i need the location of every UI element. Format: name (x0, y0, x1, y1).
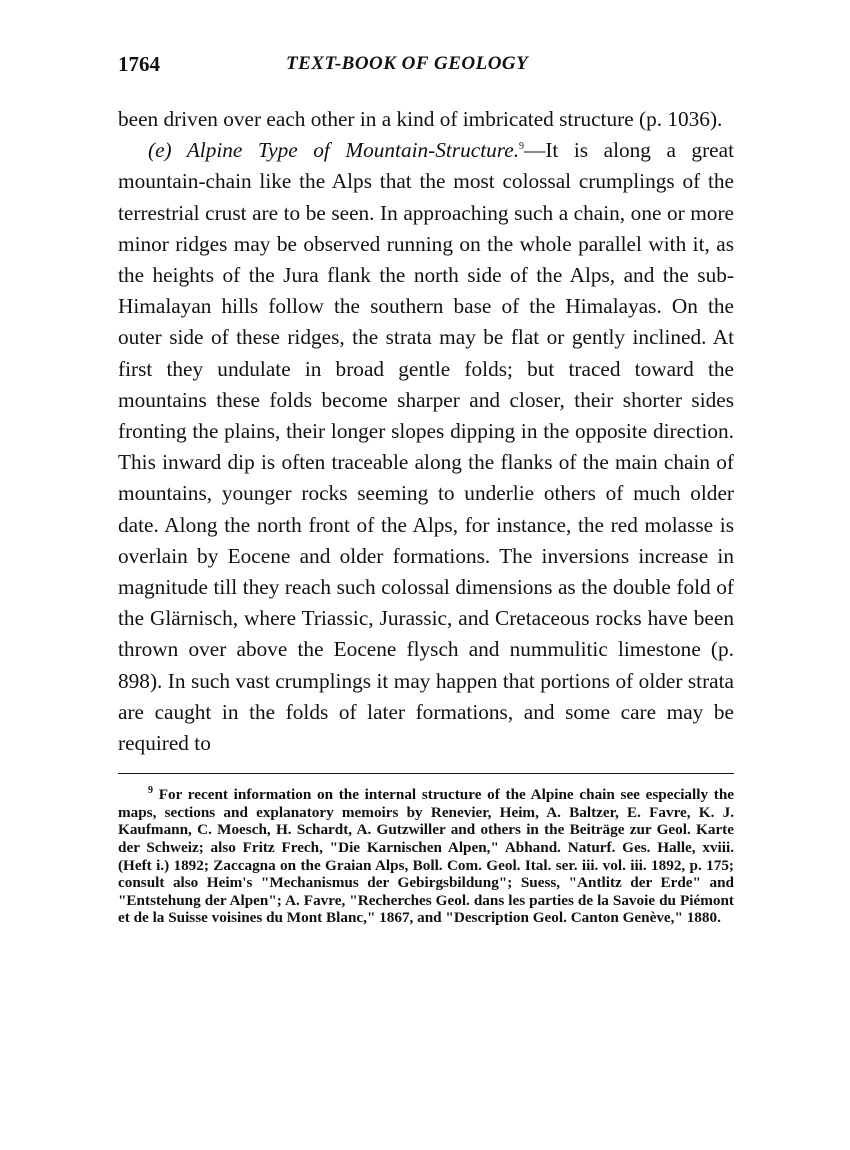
book-page (118, 52, 734, 927)
footnote-marker: 9 (148, 785, 153, 797)
paragraph-alpine-type (118, 135, 734, 759)
footnote (118, 786, 734, 927)
footnote-reference: 9 (519, 141, 525, 153)
section-heading: (e) Alpine Type of Mountain-Structure. (148, 138, 520, 163)
footnote-divider (118, 773, 734, 774)
running-title: TEXT-BOOK OF GEOLOGY (286, 53, 529, 74)
paragraph-text: —It is along a great mountain-chain like the Alps that the most colossal crumplings of the terrestrial crust are to be seen. In approaching such a chain, one or more minor ridges may be observed running on the whole parallel with it, as the heights of the Jura flank the north side of the Alps, and the sub-Himalayan hills follow the southern base of the Himalayas. On the outer side of these ridges, the strata may be flat or gently inclined. At first they undulate in broad gentle folds; but traced toward the mountains these folds become sharper and closer, their shorter sides fronting the plains, their longer slopes dipping in the opposite direction. This inward dip is often traceable along the flanks of the main chain of mountains, younger rocks seeming to underlie others of much older date. Along the north front of the Alps, for instance, the red molasse is overlain by Eocene and older formations. The inversions increase in magnitude till they reach such colossal dimensions as the double fold of the Glärnisch, where Triassic, Jurassic, and Cretaceous rocks have been thrown over above the Eocene flysch and nummulitic limestone (p. 898). In such vast crumplings it may happen that portions of older strata are caught in the folds of later formations, and some care may be required to (118, 138, 734, 756)
paragraph-continuation: been driven over each other in a kind of imbricated structure (p. 1036). (118, 107, 723, 131)
footnote-text: For recent information on the internal structure of the Alpine chain see especially the maps, sections and explanatory memoirs by Renevier, Heim, A. Baltzer, E. Favre, K. J. Kaufmann, C. Moesch, H. Schardt, A. Gutzwiller and others in the Beiträge zur Geol. Karte der Schweiz; also Fritz Frech, "Die Karnischen Alpen," Abhand. Naturf. Ges. Halle, xviii. (Heft i.) 1892; Zaccagna on the Graian Alps, Boll. Com. Geol. Ital. ser. iii. vol. iii. 1892, p. 175; consult also Heim's "Mechanismus der Gebirgsbildung"; Suess, "Antlitz der Erde" and "Entstehung der Alpen"; A. Favre, "Recherches Geol. dans les parties de la Savoie du Piémont et de la Suisse voisines du Mont Blanc," 1867, and "Description Geol. Canton Genève," 1880. (118, 786, 735, 927)
body-text (118, 104, 734, 759)
page-number: 1764 (118, 52, 160, 76)
running-head (118, 52, 734, 86)
